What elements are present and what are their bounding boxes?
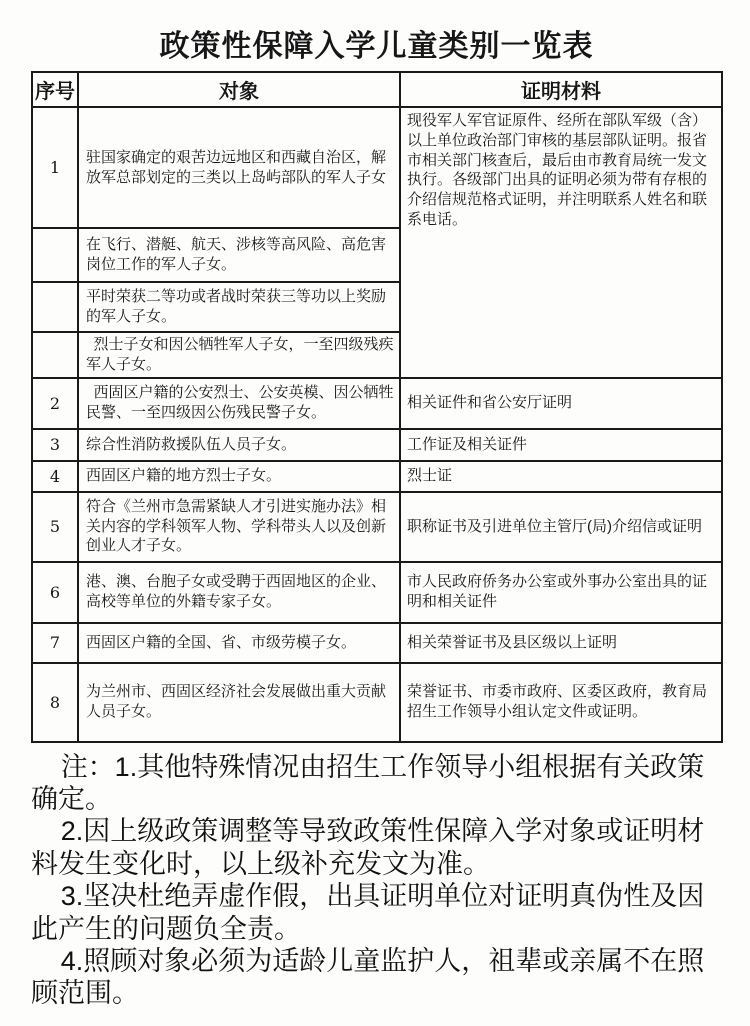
proof-cell: 现役军人军官证原件、经所在部队军级（含）以上单位政治部门审核的基层部队证明。报省市相关部门核查后，最后由市教育局统一发文执行。各级部门出具的证明必须为带有存根的介绍信规范格式证明，并注明联系人姓名和联系电话。 xyxy=(400,107,722,378)
object-cell: 在飞行、潜艇、航天、涉核等高风险、高危害岗位工作的军人子女。 xyxy=(78,228,400,282)
proof-cell: 市人民政府侨务办公室或外事办公室出具的证明和相关证件 xyxy=(400,562,722,623)
object-cell: 平时荣获二等功或者战时荣获三等功以上奖励的军人子女。 xyxy=(78,282,400,332)
table-row xyxy=(32,562,722,623)
proof-cell: 工作证及相关证件 xyxy=(400,429,722,461)
object-cell: 综合性消防救援队伍人员子女。 xyxy=(78,429,400,461)
category-table xyxy=(31,71,723,743)
proof-cell: 相关证件和省公安厅证明 xyxy=(400,378,722,429)
serial-cell xyxy=(32,228,78,282)
object-cell: 驻国家确定的艰苦边远地区和西藏自治区，解放军总部划定的三类以上岛屿部队的军人子女 xyxy=(78,107,400,228)
serial-cell: 7 xyxy=(32,623,78,663)
header-cell-serial: 序号 xyxy=(32,72,78,107)
object-cell: 西固区户籍的全国、省、市级劳模子女。 xyxy=(78,623,400,663)
proof-cell: 职称证书及引进单位主管厅(局)介绍信或证明 xyxy=(400,492,722,562)
table-row xyxy=(32,623,722,663)
serial-cell: 3 xyxy=(32,429,78,461)
table-header-row xyxy=(32,72,722,107)
proof-cell: 相关荣誉证书及县区级以上证明 xyxy=(400,623,722,663)
serial-cell: 8 xyxy=(32,663,78,742)
object-cell: 符合《兰州市急需紧缺人才引进实施办法》相关内容的学科领军人物、学科带头人以及创新创业人才子女。 xyxy=(78,492,400,562)
document-title: 政策性保障入学儿童类别一览表 xyxy=(159,30,594,63)
object-cell: 港、澳、台胞子女或受聘于西固地区的企业、高校等单位的外籍专家子女。 xyxy=(78,562,400,623)
table-row xyxy=(32,461,722,492)
note-item: 注：1.其他特殊情况由招生工作领导小组根据有关政策确定。 xyxy=(31,751,705,814)
table-row xyxy=(32,663,722,742)
table-row xyxy=(32,107,722,228)
object-cell: 为兰州市、西固区经济社会发展做出重大贡献人员子女。 xyxy=(78,663,400,742)
note-item: 4.照顾对象必须为适龄儿童监护人，祖辈或亲属不在照顾范围。 xyxy=(31,945,705,1009)
note-item: 3.坚决杜绝弄虚作假，出具证明单位对证明真伪性及因此产生的问题负全责。 xyxy=(31,881,705,944)
notes-section xyxy=(31,751,723,1010)
table-row xyxy=(32,492,722,562)
proof-cell: 荣誉证书、市委市政府、区委区政府，教育局招生工作领导小组认定文件或证明。 xyxy=(400,663,722,742)
serial-cell: 2 xyxy=(32,378,78,429)
serial-cell: 6 xyxy=(32,562,78,623)
serial-cell xyxy=(32,332,78,378)
serial-cell xyxy=(32,282,78,332)
object-cell: 烈士子女和因公牺牲军人子女，一至四级残疾军人子女。 xyxy=(78,332,400,378)
table-row xyxy=(32,429,722,461)
header-cell-object: 对象 xyxy=(78,72,400,107)
object-cell: 西固区户籍的地方烈士子女。 xyxy=(78,461,400,492)
serial-cell: 1 xyxy=(32,107,78,228)
header-cell-proof: 证明材料 xyxy=(400,72,722,107)
serial-cell: 5 xyxy=(32,492,78,562)
proof-cell: 烈士证 xyxy=(400,461,722,492)
table-row xyxy=(32,378,722,429)
note-item: 2.因上级政策调整等导致政策性保障入学对象或证明材料发生变化时，以上级补充发文为准。 xyxy=(31,816,705,879)
object-cell: 西固区户籍的公安烈士、公安英模、因公牺牲民警、一至四级因公伤残民警子女。 xyxy=(78,378,400,429)
serial-cell: 4 xyxy=(32,461,78,492)
